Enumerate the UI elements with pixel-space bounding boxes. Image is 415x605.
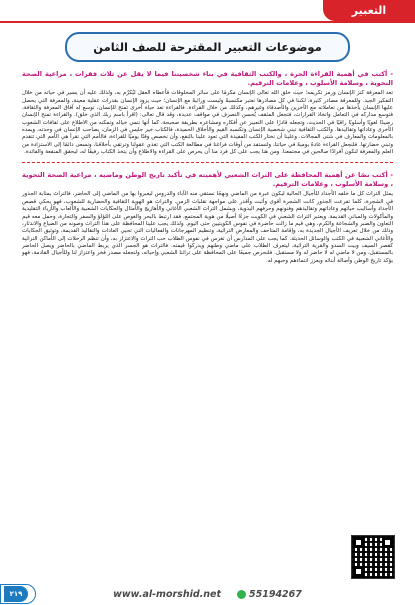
footer — [0, 583, 415, 605]
section-2-body: يمثل التراث كل ما خلفه الأجداد للأجيال الحالية ليكون عبرة من الماضي ونهجًا نستقي منه الآباء والدروس ليعبروا بها من الماضي إلى الحاضر، فالتراث بمثابة الجذور في الشجرة، كلما تفرعت الجذور كانت الشجرة أقوى وأثبت وأقدر على مواجهة تقلبات الزمن. والتراث هو الهوية الثقافية والحضارية للشعوب، فهو يحكي قصص الأجداد وأساليب حياتهم وعاداتهم وتقاليدهم وفنونهم وحرفهم اليدوية، ويشمل التراث الشعبي الأغاني والأهازيج والأمثال والحكايات الشعبية والألعاب والأزياء التقليدية والمأكولات والمباني القديمة. ويعتبر التراث الشعبي في الكويت جزءًا أصيلًا من هوية المجتمع، فقد ارتبط بالبحر والغوص على اللؤلؤ والسفر والتجارة، وحمل معه قيم التعاون والصبر والشجاعة والكرم، وهي قيم ما زالت حاضرة في نفوس الكويتيين حتى اليوم. ولذلك يجب علينا المحافظة على هذا التراث وصونه من الضياع والاندثار، وذلك من خلال تعريف الأجيال الجديدة به، وإقامة المتاحف والمعارض التراثية، وتنظيم المهرجانات والفعاليات التي تحيي العادات والتقاليد القديمة، وتوثيق الحكايات والأغاني الشعبية في الكتب والوسائل الحديثة. كما يجب على المدارس أن تغرس في نفوس الطلاب حب التراث والاعتزاز به، وأن تنظم الرحلات إلى الأماكن التراثية كقصر السيف وبيت السدو والقرية التراثية، ليتعرف الطلاب على ماضي وطنهم ويدركوا قيمته. فالتراث هو الجسر الذي يربط الماضي بالحاضر ويصل الحاضر بالمستقبل، ومن لا ماضي له لا حاضر له ولا مستقبل. فلنحرص جميعًا على المحافظة على تراثنا الشعبي وإحيائه، ولنجعله مصدر فخر واعتزاز لنا وللأجيال القادمة، فهو يؤكد تاريخ الوطن وأصالة أبنائه ويعزز انتماءهم وحبهم له. — [22, 191, 393, 264]
section-divider — [22, 162, 393, 163]
whatsapp-icon — [237, 590, 246, 599]
section-2-heading: - أكتب نصًا عن أهمية المحافظة على التراث الشعبي لأهميته في تأكيد تاريخ الوطن وماضيه ، مراعية الصحة النحوية ، وسلامة الأسلوب ، وعلامات الترقيم. — [22, 171, 393, 188]
content-area — [22, 70, 393, 265]
phone-number: 55194267 — [249, 588, 302, 600]
page-number: ٢١٩ — [4, 586, 28, 602]
header-rule — [0, 21, 415, 23]
section-1-heading: - أكتب في أهمية القراءة الحرة ، والكتب الثقافية في بناء شخصيتنا فيما لا يقل عن ثلاث فقرات ، مراعية الصحة النحوية ، وسلامة الأسلوب ، وعلامات الترقيم. — [22, 70, 393, 87]
phone-contact — [237, 589, 302, 600]
qr-code — [351, 535, 395, 579]
section-1-body: تعد المعرفة كنز الإنسان ورمز تكريمه؛ حيث خلق الله تعالى الإنسان مكرمًا على سائر المخلوقات فأعطاه العقل ليُكرّم به، ولذلك عليه أن يسير في حياته من خلال التفكير الجيد. وللمعرفة مصادر كثيرة، لكننا في كل مصادرها نعتبر مكتسبةً وليست وراثيةً مع الإنسان؛ حيث يزود الإنسان بقدرات عقلية معينة، والمعرفة التي يحصل عليها الإنسان يأخذها من تعاملاته مع الآخرين والأصدقاء وغيرهم، وكذلك من خلال القراءة. فالقراءة تعد حياة أخرى تمنح للإنسان، توسع له آفاق المعرفة والثقافة، فتوسع مداركه في التعامل واتخاذ القرارات، فتجعل المثقف يُحسن التصرف في مواقف عديدة، وقد قال تعالى: (اقرأ باسم ربك الذي خلق). والقراءة تمنح الإنسان رصيدًا لغويًا وأسلوبًا راقيًا في الحديث، وتجعله قادرًا على التعبير عن أفكاره ومشاعره بطريقة صحيحة، كما أنها تنمي خياله وتمكنه من الاطلاع على ثقافات الشعوب الأخرى وعاداتها وتقاليدها. والكتب الثقافية تبني شخصية الإنسان وتكسبه القيم والأخلاق الحميدة، فالكتاب خير جليس في الزمان، يصاحب الإنسان في وحدته، ويمده بالمعلومات والمعارف في شتى المجالات. وعلينا أن نختار الكتب المفيدة التي تعود علينا بالنفع، وأن نخصص وقتًا يوميًا للقراءة، فالأمم التي تقرأ هي الأمم التي تتقدم وتبني حضارتها. فلنجعل القراءة عادةً يوميةً في حياتنا، ولنستفد من أوقات فراغنا في مطالعة الكتب التي تغذي عقولنا وترتقي بأخلاقنا، ونسعى دائمًا إلى الاستزادة من العلم والمعرفة لنكون أفرادًا صالحين في مجتمعنا. ومن هنا يجب على كل فرد منا أن يحرص على القراءة والاطلاع وأن يتخذ الكتاب رفيقًا له، ليحقق المنفعة والفائدة. — [22, 90, 393, 155]
section-tab: التعبير — [323, 0, 415, 21]
page-title: موضوعات التعبير المقترحة للصف الثامن — [65, 32, 350, 62]
website-link[interactable]: www.al-morshid.net — [113, 588, 221, 600]
